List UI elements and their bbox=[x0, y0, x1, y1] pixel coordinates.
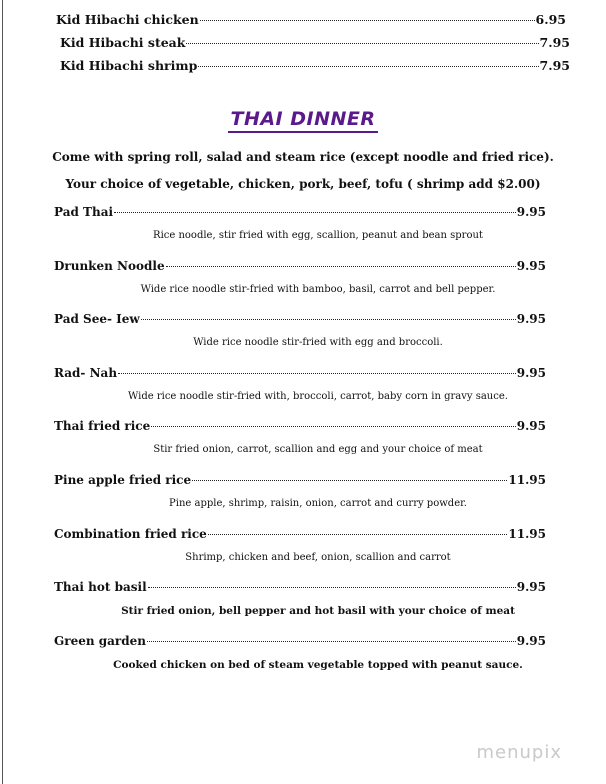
dish-green-garden bbox=[54, 633, 546, 687]
dish-name: Combination fried rice bbox=[54, 526, 207, 541]
section-intro-line-2: Your choice of vegetable, chicken, pork, beef, tofu ( shrimp add $2.00) bbox=[65, 177, 541, 191]
dot-leader bbox=[166, 266, 516, 267]
dot-leader bbox=[118, 373, 516, 374]
dish-price: 9.95 bbox=[516, 633, 546, 648]
dish-pad-see-iew bbox=[54, 311, 546, 365]
dish-price: 9.95 bbox=[516, 419, 546, 434]
dot-leader bbox=[208, 534, 508, 535]
dish-name: Green garden bbox=[54, 633, 146, 648]
dish-price: 9.95 bbox=[516, 312, 546, 327]
dot-leader bbox=[200, 20, 535, 21]
dish-name: Pine apple fried rice bbox=[54, 472, 192, 487]
dish-name: Rad- Nah bbox=[54, 365, 118, 380]
dot-leader bbox=[147, 641, 516, 642]
dish-description: Wide rice noodle stir-fried with egg and broccoli. bbox=[193, 337, 443, 349]
item-price: 7.95 bbox=[539, 58, 570, 73]
dish-price: 9.95 bbox=[516, 258, 546, 273]
menu-item-kid-hibachi-chicken bbox=[56, 12, 570, 35]
thai-dinner-list bbox=[54, 204, 546, 686]
dish-description: Pine apple, shrimp, raisin, onion, carrot and curry powder. bbox=[169, 497, 467, 509]
dish-price: 11.95 bbox=[508, 472, 546, 487]
dot-leader bbox=[198, 66, 538, 67]
item-name: Kid Hibachi shrimp bbox=[60, 58, 198, 73]
item-price: 6.95 bbox=[535, 12, 566, 27]
dish-name: Drunken Noodle bbox=[54, 258, 165, 273]
dish-price: 9.95 bbox=[516, 365, 546, 380]
dish-description: Rice noodle, stir fried with egg, scallion, peanut and bean sprout bbox=[153, 230, 483, 241]
kid-menu-list bbox=[56, 12, 570, 81]
menupix-watermark: menupix bbox=[476, 742, 562, 763]
dish-name: Pad Thai bbox=[54, 205, 114, 219]
dish-combination-fried-rice bbox=[54, 526, 546, 580]
menu-item-kid-hibachi-steak bbox=[56, 35, 570, 58]
item-price: 7.95 bbox=[539, 35, 570, 50]
dish-price: 9.95 bbox=[516, 580, 546, 595]
section-title bbox=[0, 108, 606, 130]
section-intro-line-1: Come with spring roll, salad and steam rice (except noodle and fried rice). bbox=[52, 150, 554, 164]
dish-drunken-noodle bbox=[54, 258, 546, 312]
dish-description: Shrimp, chicken and beef, onion, scallion and carrot bbox=[185, 551, 451, 563]
dish-name: Thai hot basil bbox=[54, 580, 147, 595]
dot-leader bbox=[151, 426, 516, 427]
section-title-text: THAI DINNER bbox=[228, 108, 377, 133]
item-name: Kid Hibachi steak bbox=[60, 35, 186, 50]
dot-leader bbox=[141, 319, 516, 320]
dish-rad-nah bbox=[54, 365, 546, 419]
dish-price: 9.95 bbox=[516, 205, 546, 219]
dot-leader bbox=[148, 587, 516, 588]
dish-description: Wide rice noodle stir-fried with bamboo, basil, carrot and bell pepper. bbox=[140, 283, 496, 295]
dish-thai-hot-basil bbox=[54, 579, 546, 633]
dot-leader bbox=[186, 43, 538, 44]
item-name: Kid Hibachi chicken bbox=[56, 12, 199, 27]
dish-pad-thai bbox=[54, 204, 546, 258]
dish-name: Thai fried rice bbox=[54, 419, 151, 434]
dish-name: Pad See- Iew bbox=[54, 312, 140, 327]
dot-leader bbox=[192, 480, 507, 481]
dish-price: 11.95 bbox=[508, 526, 546, 541]
dot-leader bbox=[114, 212, 516, 213]
menu-item-kid-hibachi-shrimp bbox=[56, 58, 570, 81]
dish-description: Stir fried onion, carrot, scallion and egg and your choice of meat bbox=[153, 444, 483, 456]
dish-description: Cooked chicken on bed of steam vegetable topped with peanut sauce. bbox=[113, 658, 523, 671]
dish-thai-fried-rice bbox=[54, 418, 546, 472]
dish-description: Wide rice noodle stir-fried with, broccoli, carrot, baby corn in gravy sauce. bbox=[128, 390, 508, 402]
dish-description: Stir fried onion, bell pepper and hot basil with your choice of meat bbox=[121, 605, 515, 618]
dish-pine-apple-fried-rice bbox=[54, 472, 546, 526]
